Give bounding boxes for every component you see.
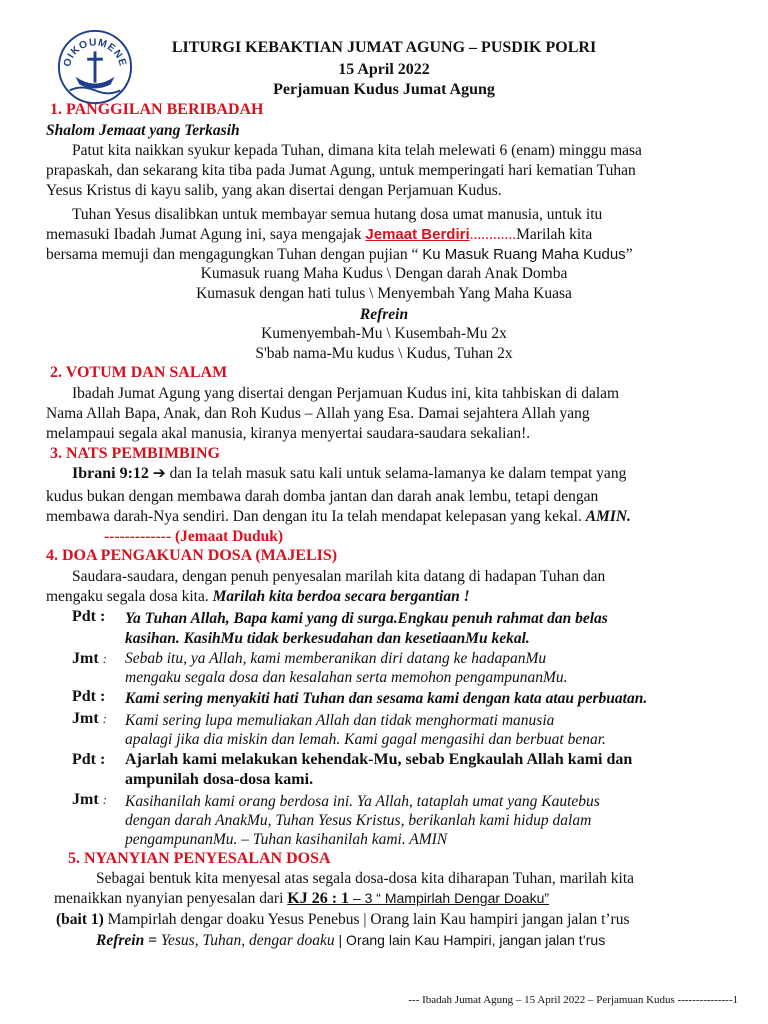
paragraph-line: Nama Allah Bapa, Anak, dan Roh Kudus – Allah yang Esa. Damai sejahtera Allah yang xyxy=(46,405,590,422)
paragraph-line: mengaku segala dosa kita. Marilah kita berdoa secara bergantian ! xyxy=(46,588,470,605)
jemaat-duduk-note: ------------- (Jemaat Duduk) xyxy=(104,528,284,545)
section-5-heading: 5. NYANYIAN PENYESALAN DOSA xyxy=(68,850,331,867)
page-title: LITURGI KEBAKTIAN JUMAT AGUNG – PUSDIK POLRI xyxy=(171,39,597,56)
prayer-line: mengaku segala dosa dan kesalahan serta memohon pengampunanMu. xyxy=(125,669,568,686)
paragraph-line: Refrein = Yesus, Tuhan, dengar doaku | Orang lain Kau Hampiri, jangan jalan t’rus xyxy=(96,932,606,949)
refrein-line: Kumenyembah-Mu \ Kusembah-Mu 2x xyxy=(261,325,507,342)
page-date: 15 April 2022 xyxy=(338,61,430,78)
paragraph-line: memasuki Ibadah Jumat Agung ini, saya mengajak Jemaat Berdiri............Marilah kita xyxy=(46,226,593,243)
paragraph-line: membawa darah-Nya sendiri. Dan dengan itu Ia telah mendapat kelepasan yang kekal. AMIN. xyxy=(46,508,631,525)
lyric-line: Kumasuk dengan hati tulus \ Menyembah Yang Maha Kuasa xyxy=(196,285,572,302)
paragraph-line: Yesus Kristus di kayu salib, yang akan disertai dengan Perjamuan Kudus. xyxy=(46,182,502,199)
paragraph-line: melampaui segala akal manusia, kiranya menyertai saudara-saudara sekalian!. xyxy=(46,425,531,442)
paragraph-line: menaikkan nyanyian penyesalan dari KJ 26 : 1 – 3 “ Mampirlah Dengar Doaku” xyxy=(54,890,550,907)
bible-reference: Ibrani 9:12 xyxy=(72,465,149,482)
prayer-line: Kasihanilah kami orang berdosa ini. Ya Allah, tataplah umat yang Kautebus xyxy=(125,793,600,810)
paragraph-line: Ibrani 9:12 ➔ dan Ia telah masuk satu kali untuk selama-lamanya ke dalam tempat yang xyxy=(72,465,627,482)
pdt-label: Pdt : xyxy=(72,608,106,625)
kj-reference: KJ 26 : 1 xyxy=(287,890,350,907)
prayer-line: apalagi jika dia miskin dan lemah. Kami gagal mengasihi dan berbuat benar. xyxy=(125,731,606,748)
song-title: Ku Masuk Ruang Maha Kudus xyxy=(422,246,626,263)
prayer-line: Ya Tuhan Allah, Bapa kami yang di surga.Engkau penuh rahmat dan belas xyxy=(125,610,608,627)
refrein-label: Refrein xyxy=(359,306,409,323)
paragraph-line: Saudara-saudara, dengan penuh penyesalan marilah kita datang di hadapan Tuhan dan xyxy=(72,568,606,585)
prayer-line: ampunilah dosa-dosa kami. xyxy=(125,771,314,788)
paragraph-line: Patut kita naikkan syukur kepada Tuhan, dimana kita telah melewati 6 (enam) minggu masa xyxy=(72,142,642,159)
prayer-line: pengampunanMu. – Tuhan kasihanilah kami. AMIN xyxy=(125,831,448,848)
refrein-line: S'bab nama-Mu kudus \ Kudus, Tuhan 2x xyxy=(255,345,513,362)
jmt-label: Jmt : xyxy=(72,791,107,808)
section-1-heading: 1. PANGGILAN BERIBADAH xyxy=(50,101,264,118)
lyric-line: Kumasuk ruang Maha Kudus \ Dengan darah Anak Domba xyxy=(200,265,568,282)
prayer-line: Kami sering lupa memuliakan Allah dan tidak menghormati manusia xyxy=(125,712,555,729)
greeting: Shalom Jemaat yang Terkasih xyxy=(46,122,240,139)
prayer-line: Ajarlah kami melakukan kehendak-Mu, sebab Engkaulah Allah kami dan xyxy=(125,751,633,768)
paragraph-line: bersama memuji dan mengagungkan Tuhan dengan pujian “ Ku Masuk Ruang Maha Kudus” xyxy=(46,246,633,263)
logo-text: OIKOUMENE xyxy=(61,37,129,69)
jmt-label: Jmt : xyxy=(72,650,107,667)
paragraph-line: (bait 1) Mampirlah dengar doaku Yesus Penebus | Orang lain Kau hampiri jangan jalan t’rus xyxy=(56,911,630,928)
prayer-line: Sebab itu, ya Allah, kami memberanikan diri datang ke hadapanMu xyxy=(125,650,547,667)
jmt-label: Jmt : xyxy=(72,710,107,727)
paragraph-line: kudus bukan dengan membawa darah domba jantan dan darah anak lembu, tetapi dengan xyxy=(46,488,599,505)
section-4-heading: 4. DOA PENGAKUAN DOSA (MAJELIS) xyxy=(46,547,338,564)
page-footer: --- Ibadah Jumat Agung – 15 April 2022 – Perjamuan Kudus ---------------1 xyxy=(408,994,738,1006)
pdt-label: Pdt : xyxy=(72,751,106,768)
prayer-line: Kami sering menyakiti hati Tuhan dan sesama kami dengan kata atau perbuatan. xyxy=(125,690,648,707)
paragraph-line: Tuhan Yesus disalibkan untuk membayar semua hutang dosa umat manusia, untuk itu xyxy=(72,206,603,223)
arrow-right-icon: ➔ xyxy=(152,465,166,482)
page-subtitle: Perjamuan Kudus Jumat Agung xyxy=(273,81,495,98)
paragraph-line: Ibadah Jumat Agung yang disertai dengan Perjamuan Kudus ini, kita tahbiskan di dalam xyxy=(72,385,620,402)
section-3-heading: 3. NATS PEMBIMBING xyxy=(50,445,220,462)
jemaat-berdiri-highlight: Jemaat Berdiri xyxy=(365,226,470,243)
section-2-heading: 2. VOTUM DAN SALAM xyxy=(50,364,228,381)
prayer-line: dengan darah AnakMu, Tuhan Yesus Kristus, berikanlah kami hidup dalam xyxy=(125,812,592,829)
paragraph-line: prapaskah, dan sekarang kita tiba pada Jumat Agung, untuk memperingati hari kematian Tuhan xyxy=(46,162,636,179)
pdt-label: Pdt : xyxy=(72,688,106,705)
paragraph-line: Sebagai bentuk kita menyesal atas segala dosa-dosa kita diharapan Tuhan, marilah kita xyxy=(96,870,635,887)
prayer-line: kasihan. KasihMu tidak berkesudahan dan kesetiaanMu kekal. xyxy=(125,630,530,647)
